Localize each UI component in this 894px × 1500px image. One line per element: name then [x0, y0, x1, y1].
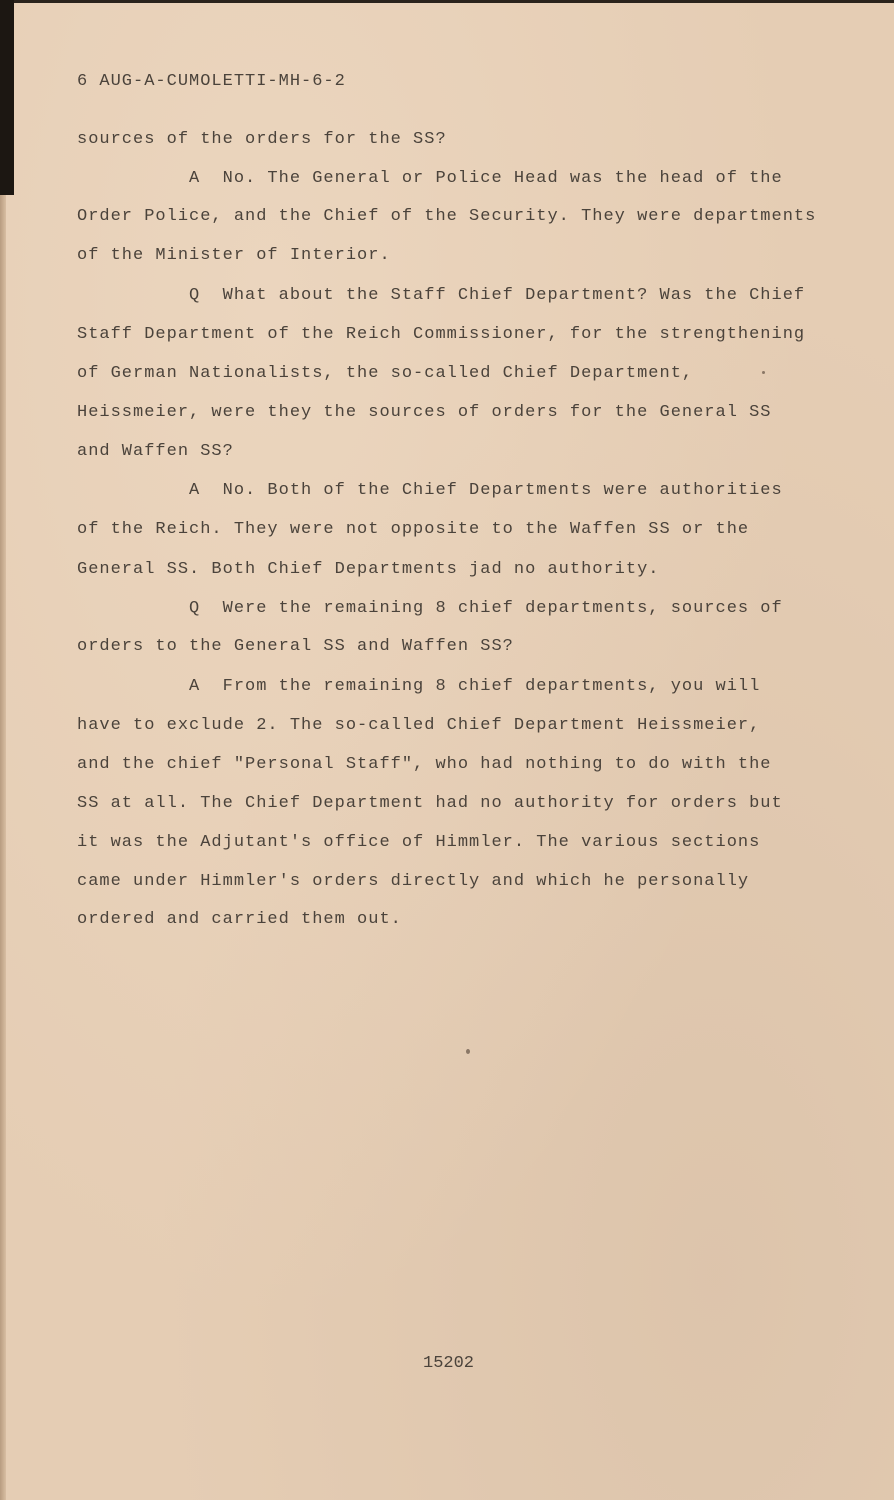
text-line: ordered and carried them out. — [77, 910, 402, 929]
paper-speck — [466, 1049, 470, 1054]
text-line: of the Reich. They were not opposite to the Waffen SS or the — [77, 520, 750, 539]
text-line: and Waffen SS? — [77, 442, 234, 461]
scan-border — [0, 0, 14, 195]
text-line: SS at all. The Chief Department had no authority for orders but — [77, 794, 783, 813]
text-line: of German Nationalists, the so-called Chief Department, — [77, 364, 694, 383]
page-number: 15202 — [423, 1354, 475, 1373]
text-line: sources of the orders for the SS? — [77, 130, 447, 149]
text-line: orders to the General SS and Waffen SS? — [77, 637, 514, 656]
text-line: A From the remaining 8 chief departments, you will — [77, 677, 761, 696]
text-line: Q What about the Staff Chief Department? Was the Chief — [77, 286, 806, 305]
text-line: came under Himmler's orders directly and which he personally — [77, 872, 750, 891]
text-line: of the Minister of Interior. — [77, 246, 391, 265]
document-header: 6 AUG-A-CUMOLETTI-MH-6-2 — [77, 72, 346, 91]
text-line: A No. The General or Police Head was the head of the — [77, 169, 783, 188]
text-line: Staff Department of the Reich Commissioner, for the strengthening — [77, 325, 806, 344]
text-line: Order Police, and the Chief of the Security. They were departments — [77, 207, 817, 226]
text-line: Q Were the remaining 8 chief departments, sources of — [77, 599, 783, 618]
text-line: it was the Adjutant's office of Himmler. The various sections — [77, 833, 761, 852]
paper-speck — [762, 371, 765, 374]
text-line: have to exclude 2. The so-called Chief Department Heissmeier, — [77, 716, 761, 735]
torn-left-edge — [0, 195, 6, 1500]
text-line: Heissmeier, were they the sources of orders for the General SS — [77, 403, 772, 422]
page-top-edge — [0, 0, 894, 3]
text-line: General SS. Both Chief Departments jad no authority. — [77, 560, 660, 579]
text-line: A No. Both of the Chief Departments were authorities — [77, 481, 783, 500]
text-line: and the chief "Personal Staff", who had nothing to do with the — [77, 755, 772, 774]
